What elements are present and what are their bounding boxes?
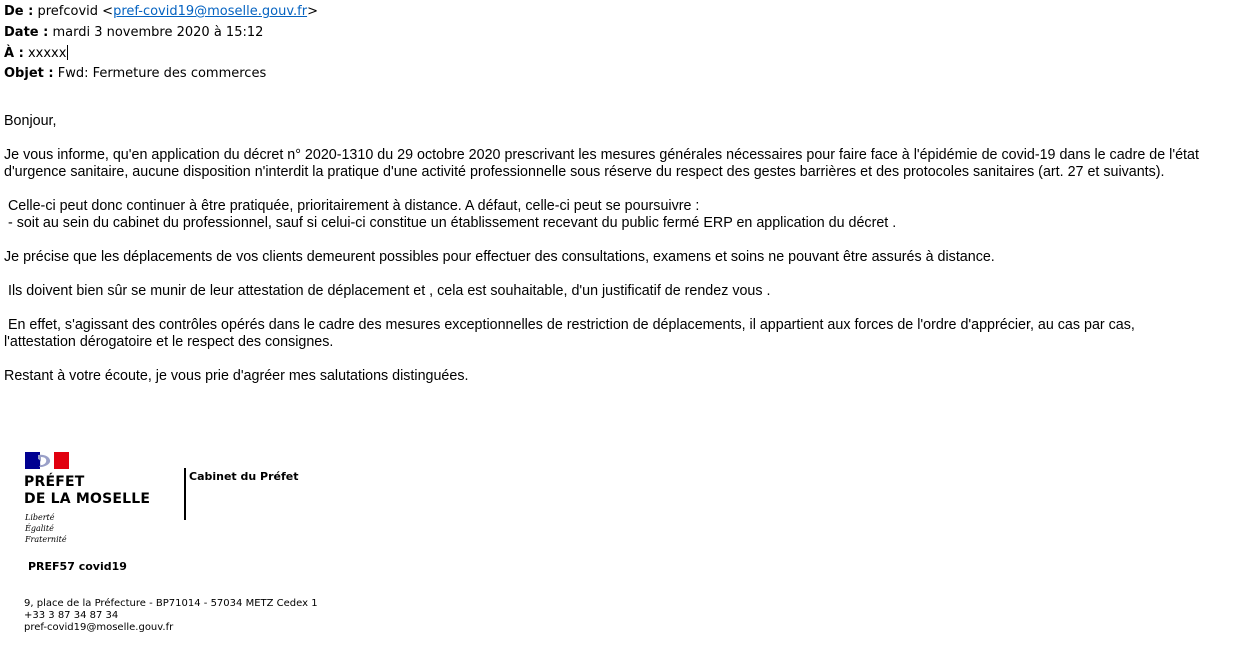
signature-contact [24, 598, 318, 634]
text-cursor [67, 45, 68, 60]
to-label: À : [4, 46, 24, 61]
signature-department: Cabinet du Préfet [189, 470, 299, 483]
from-row: De : prefcovid <pref-covid19@moselle.gouv.fr> [4, 4, 318, 19]
subject-label: Objet : [4, 66, 54, 81]
paragraph-practice: Celle-ci peut donc continuer à être pratiquée, prioritairement à distance. A défaut, celle-ci peut se poursuivre : - soit au sein du cabinet du professionnel, sauf si celui-ci constitue un établissement recevant du public fermé ERP en application du décret . [4, 198, 897, 231]
date-row [4, 23, 263, 43]
marianne-flag-logo [25, 452, 69, 469]
prefecture-logo-title: PRÉFET DE LA MOSELLE [24, 474, 151, 507]
signature-email: pref-covid19@moselle.gouv.fr [24, 622, 174, 633]
subject-row [4, 64, 266, 84]
date-label: Date : [4, 25, 49, 40]
paragraph-greeting: Bonjour, [4, 113, 57, 129]
signature-name: PREF57 covid19 [28, 560, 127, 573]
signature-phone: +33 3 87 34 87 34 [24, 610, 119, 621]
from-name: prefcovid [37, 4, 99, 19]
paragraph-controls: En effet, s'agissant des contrôles opérés dans le cadre des mesures exceptionnelles de restriction de déplacements, il appartient aux forces de l'ordre d'apprécier, au cas par cas, l'attestation dérogatoire et le respect des consignes. [4, 317, 1135, 350]
to-row [4, 44, 68, 64]
paragraph-closing: Restant à votre écoute, je vous prie d'agréer mes salutations distinguées. [4, 368, 469, 384]
paragraph-attestation: Ils doivent bien sûr se munir de leur attestation de déplacement et , cela est souhaitable, d'un justificatif de rendez vous . [4, 283, 771, 299]
email-body [4, 113, 1232, 402]
date-value: mardi 3 novembre 2020 à 15:12 [52, 25, 264, 40]
paragraph-information: Je vous informe, qu'en application du décret n° 2020-1310 du 29 octobre 2020 prescrivant les mesures générales nécessaires pour faire face à l'épidémie de covid-19 dans le cadre de l'état d'urgence sanitaire, aucune disposition n'interdit la pratique d'une activité professionnelle sous réserve du respect des gestes barrières et des protocoles sanitaires (art. 27 et suivants). [4, 147, 1199, 180]
from-email-link[interactable]: pref-covid19@moselle.gouv.fr [113, 4, 308, 19]
paragraph-travel: Je précise que les déplacements de vos clients demeurent possibles pour effectuer des consultations, examens et soins ne pouvant être assurés à distance. [4, 249, 995, 265]
to-value[interactable]: xxxxx [27, 46, 67, 61]
signature-address: 9, place de la Préfecture - BP71014 - 57034 METZ Cedex 1 [24, 598, 318, 609]
from-label: De : [4, 4, 34, 19]
signature-divider [184, 468, 186, 520]
republic-motto: Liberté Égalité Fraternité [25, 513, 67, 544]
subject-value: Fwd: Fermeture des commerces [57, 66, 267, 81]
